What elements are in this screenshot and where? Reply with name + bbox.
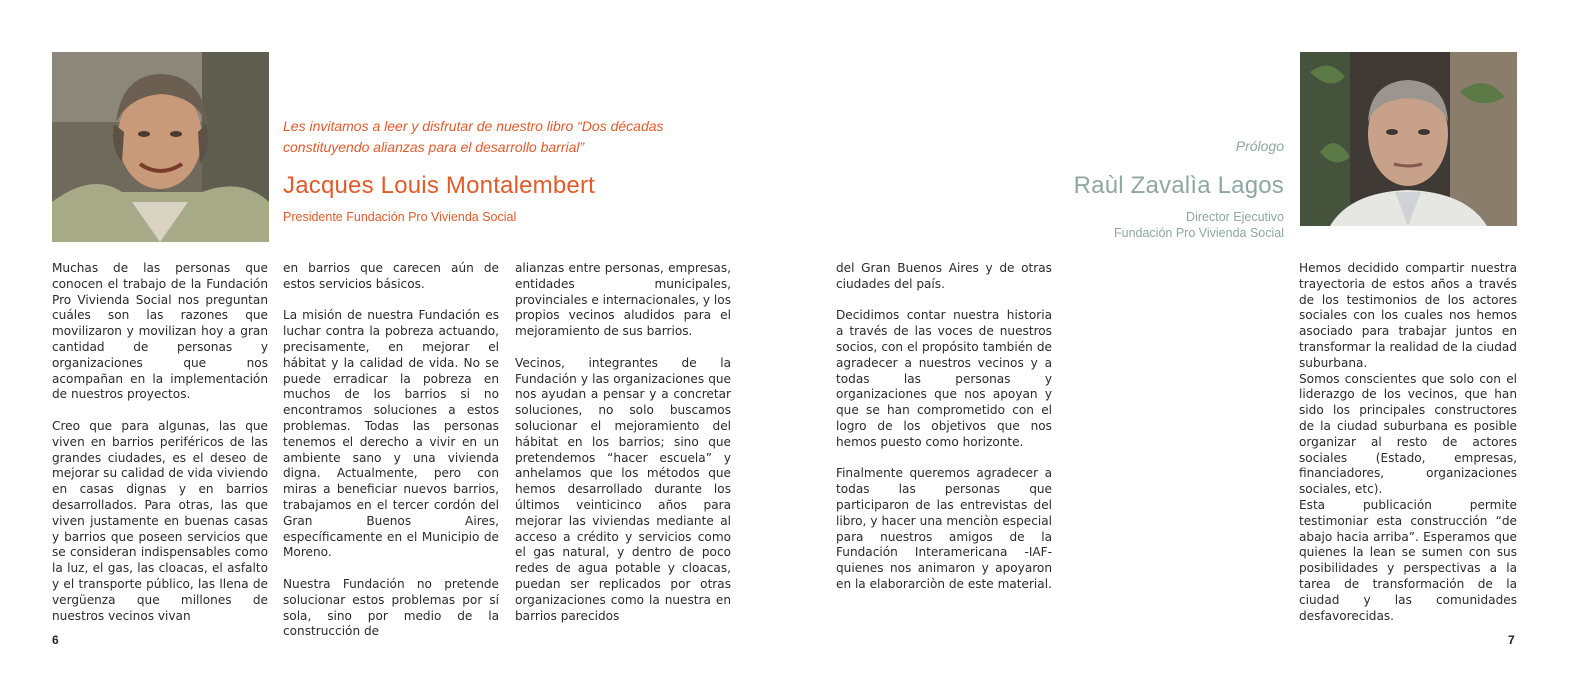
body-column-5 <box>1299 261 1517 624</box>
paragraph: Vecinos, integrantes de la Fundación y las organizaciones que nos ayudan a pensar y a concretar soluciones, no solo buscamos solucionar el mejoramiento del hábitat en los barrios; sino que pretendemos “hacer escuela” y anhelamos que los métodos que hemos desarrollado durante los últimos veinticinco años para mejorar las viviendas mediante al acceso a crédito y servicios como el gas natural, y dentro de poco redes de agua potable y cloacas, puedan ser replicados por otras organizaciones como la nuestra en barrios parecidos <box>515 355 731 623</box>
author-photo-left <box>52 52 269 242</box>
paragraph: Nuestra Fundación no pretende solucionar estos problemas por sí sola, sino por medio de la construcción de <box>283 576 499 639</box>
body-column-4 <box>836 261 1052 593</box>
page-number-left: 6 <box>52 633 59 647</box>
body-column-1 <box>52 261 268 624</box>
author-name-right: Raùl Zavalìa Lagos <box>1073 172 1284 199</box>
author-role-line-2: Fundación Pro Vivienda Social <box>1113 226 1284 240</box>
paragraph: del Gran Buenos Aires y de otras ciudades del país. <box>836 261 1052 291</box>
author-role-left: Presidente Fundación Pro Vivienda Social <box>283 210 517 224</box>
paragraph: La misión de nuestra Fundación es luchar contra la pobreza actuando, precisamente, en mejorar el hábitat y la calidad de vida. No se puede erradicar la pobreza en muchos de los barrios si no encontramos soluciones a estos problemas. Todas las personas tenemos el derecho a vivir en un ambiente sano y una vivienda digna. Actualmente, pero con miras a beneficiar nuevos barrios, trabajamos en el tercer cordón del Gran Buenos Aires, específicamente en el Municipio de Moreno. <box>283 308 499 560</box>
paragraph: en barrios que carecen aún de estos servicios básicos. <box>283 261 499 291</box>
author-photo-right <box>1300 52 1517 226</box>
paragraph: Esta publicación permite testimoniar esta construcción “de abajo hacia arriba”. Esperamos que quienes la lean se sumen con sus posibilidades y perspectivas a la tarea de transformación de la ciudad y las comunidades desfavorecidas. <box>1299 497 1517 623</box>
paragraph: alianzas entre personas, empresas, entidades municipales, provinciales e internacionales, y los propios vecinos aludidos para el mejoramiento de sus barrios. <box>515 261 731 339</box>
paragraph: Finalmente queremos agradecer a todas las personas que participaron de las entrevistas del libro, y hacer una menciòn especial para nuestros amigos de la Fundación Interamericana -IAF-quienes nos animaron y apoyaron en la elaborarciòn de este material. <box>836 466 1052 591</box>
section-label-prologue: Prólogo <box>1235 138 1284 154</box>
paragraph: Decidimos contar nuestra historia a través de las voces de nuestros socios, con el propósito también de agradecer a nuestros vecinos y a todas las personas y organizaciones que nos apoyan y que se han comprometido con el logro de los objetivos que nos hemos puesto como horizonte. <box>836 308 1052 449</box>
author-role-right <box>1034 209 1284 241</box>
author-role-line-1: Director Ejecutivo <box>1186 210 1284 224</box>
invitation-quote: Les invitamos a leer y disfrutar de nuestro libro “Dos décadas constituyendo alianzas para el desarrollo barrial” <box>283 118 664 155</box>
paragraph: Somos conscientes que solo con el liderazgo de los vecinos, que han sido los principales constructores de la ciudad suburbana es posible organizar al resto de actores sociales (Estado, empresas, financiadores, organizaciones sociales, etc). <box>1299 371 1517 497</box>
author-name-left: Jacques Louis Montalembert <box>283 172 596 199</box>
paragraph: Hemos decidido compartir nuestra trayectoria de estos años a través de los testimonios de los actores sociales con los cuales nos hemos asociado para trabajar juntos en transformar la realidad de la ciudad suburbana. <box>1299 261 1517 370</box>
body-column-2 <box>283 261 499 640</box>
paragraph: Creo que para algunas, las que viven en barrios periféricos de las grandes ciudades, es el deseo de mejorar su calidad de vida viviendo en casas dignas y en barrios desarrollados. Para otras, las que viven justamente en buenas casas y barrios que poseen servicios que se consideran indispensables como la luz, el gas, las cloacas, el asfalto y el transporte público, las llena de vergüenza que millones de nuestros vecinos vivan <box>52 418 269 623</box>
paragraph: Muchas de las personas que conocen el trabajo de la Fundación Pro Vivienda Social nos preguntan cuáles son las razones que movilizaron y movilizan hoy a gran cantidad de personas y organizaciones que nos acompañan en la implementación de nuestros proyectos. <box>52 261 268 402</box>
page-number-right: 7 <box>1508 633 1515 647</box>
body-column-3 <box>515 261 731 624</box>
